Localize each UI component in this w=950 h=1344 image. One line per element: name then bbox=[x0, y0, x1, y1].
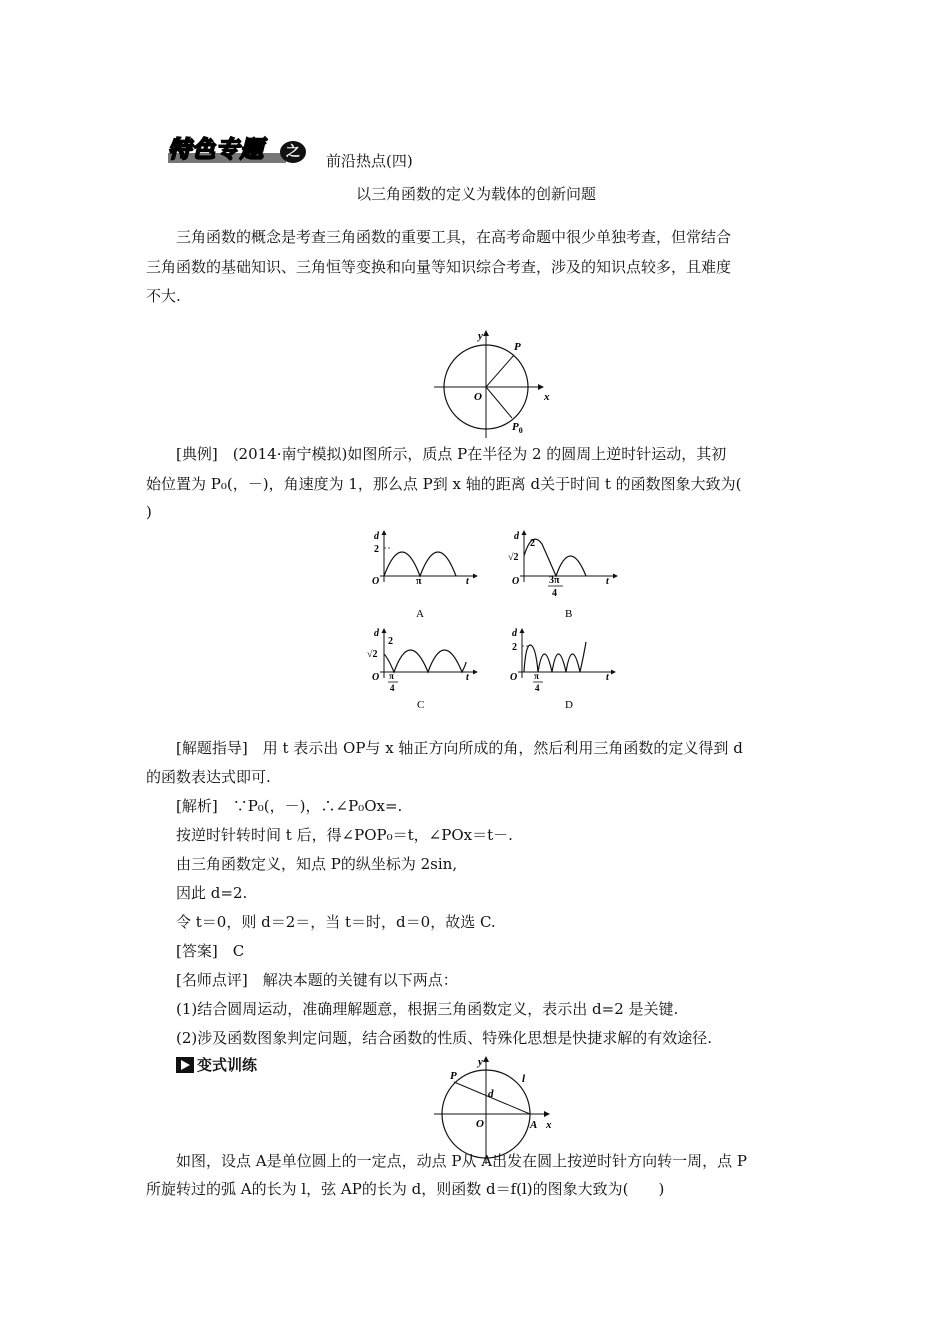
graph-c-label-4: 4 bbox=[390, 683, 395, 693]
comment-line: [名师点评] 解决本题的关键有以下两点： bbox=[176, 971, 458, 989]
label-y: y bbox=[478, 1056, 483, 1068]
label-x: x bbox=[544, 391, 550, 403]
graph-c-caption: C bbox=[417, 699, 425, 711]
graph-a-label-pi: π bbox=[416, 576, 422, 587]
graph-d-label-o: O bbox=[510, 672, 518, 683]
label-a: A bbox=[530, 1119, 538, 1131]
graph-b bbox=[508, 530, 618, 620]
graph-d-t-arrow bbox=[611, 670, 616, 675]
option-graphs bbox=[360, 526, 630, 712]
graph-d-label-4: 4 bbox=[535, 683, 540, 693]
y-axis-arrow bbox=[483, 1056, 489, 1062]
graph-b-label-4: 4 bbox=[552, 588, 557, 599]
y-axis-arrow bbox=[483, 330, 489, 336]
graph-b-label-d: d bbox=[514, 531, 519, 542]
graph-a-label-o: O bbox=[372, 576, 380, 587]
x-axis-arrow bbox=[538, 384, 544, 390]
graph-d-curve bbox=[524, 642, 586, 672]
guide-line1: [解题指导] 用 t 表示出 OP与 x 轴正方向所成的角，然后利用三角函数的定义得到 d bbox=[176, 739, 743, 757]
banner-label: 特色专题 bbox=[168, 137, 264, 163]
graph-d-label-t: t bbox=[606, 672, 609, 683]
heading-line1: 前沿热点(四) bbox=[326, 152, 413, 170]
label-o: O bbox=[476, 1118, 484, 1130]
graph-b-label-3pi: 3π bbox=[549, 575, 560, 586]
graph-c-label-2: 2 bbox=[388, 636, 393, 647]
solution-line5: 令 t＝0，则 d＝2＝，当 t＝时，d＝0，故选 C. bbox=[176, 913, 496, 931]
label-x: x bbox=[546, 1119, 552, 1131]
graph-c-curve bbox=[384, 650, 466, 672]
graph-b-t-arrow bbox=[613, 574, 618, 579]
label-p0: $P_0$ bbox=[512, 421, 523, 435]
label-p: P bbox=[514, 341, 521, 353]
graph-a-t-arrow bbox=[473, 574, 478, 579]
graph-c-label-o: O bbox=[372, 672, 380, 683]
graph-a bbox=[372, 530, 478, 620]
label-y: y bbox=[478, 330, 483, 342]
graph-c-label-pi: π bbox=[389, 671, 394, 681]
guide-line2: 的函数表达式即可. bbox=[146, 768, 271, 786]
segment-op bbox=[486, 355, 514, 387]
graph-a-d-arrow bbox=[382, 530, 387, 535]
solution-line4: 因此 d=2. bbox=[176, 884, 248, 902]
intro-line1: 三角函数的概念是考查三角函数的重要工具，在高考命题中很少单独考查，但常结合 bbox=[176, 228, 732, 246]
label-l: l bbox=[522, 1073, 526, 1085]
graph-b-caption: B bbox=[565, 608, 573, 620]
graph-d bbox=[510, 628, 616, 711]
graph-b-label-t: t bbox=[606, 576, 609, 587]
graph-c-label-d: d bbox=[374, 628, 379, 639]
x-axis-arrow bbox=[544, 1111, 550, 1117]
question-line1: 如图，设点 A是单位圆上的一定点，动点 P从 A出发在圆上按逆时针方向转一周，点 P bbox=[176, 1152, 747, 1170]
practice-label: 变式训练 bbox=[197, 1056, 258, 1074]
solution-line3: 由三角函数定义，知点 P的纵坐标为 2sin, bbox=[176, 855, 458, 873]
graph-c-label-t: t bbox=[466, 672, 469, 683]
example-line2: 始位置为 P₀(，－)，角速度为 1，那么点 P到 x 轴的距离 d关于时间 t 的函数图象大致为( bbox=[146, 475, 742, 493]
label-d: d bbox=[488, 1088, 494, 1100]
topic-banner bbox=[168, 131, 308, 167]
graph-d-caption: D bbox=[565, 699, 573, 711]
comment-point1: (1)结合圆周运动，准确理解题意，根据三角函数定义，表示出 d=2 是关键. bbox=[176, 1000, 679, 1018]
question-line2: 所旋转过的弧 A的长为 l，弦 AP的长为 d，则函数 d＝f(l)的图象大致为( ) bbox=[146, 1180, 665, 1198]
answer-line: [答案] C bbox=[176, 942, 245, 960]
graph-d-label-d: d bbox=[512, 628, 517, 639]
graph-d-label-2: 2 bbox=[512, 642, 517, 653]
label-o: O bbox=[474, 391, 482, 403]
graph-b-label-2: 2 bbox=[530, 538, 535, 549]
graph-b-d-arrow bbox=[522, 530, 527, 535]
play-icon bbox=[176, 1057, 194, 1073]
graph-a-label-t: t bbox=[466, 576, 469, 587]
graph-a-label-d: d bbox=[374, 531, 379, 542]
intro-line2: 三角函数的基础知识、三角恒等变换和向量等知识综合考查，涉及的知识点较多，且难度 bbox=[146, 258, 732, 276]
graph-b-label-o: O bbox=[512, 576, 520, 587]
segment-op0 bbox=[486, 387, 512, 418]
graph-a-caption: A bbox=[416, 608, 424, 620]
graph-c-d-arrow bbox=[382, 628, 387, 633]
graph-a-label-2: 2 bbox=[374, 544, 379, 555]
figure-unit-circle-p bbox=[420, 322, 560, 438]
practice-tag bbox=[176, 1054, 257, 1075]
comment-point2: (2)涉及函数图象判定问题，结合函数的性质、特殊化思想是快捷求解的有效途径. bbox=[176, 1029, 713, 1047]
solution-line1: [解析] ∵P₀(，－)，∴∠P₀Ox=. bbox=[176, 797, 403, 815]
heading-line2: 以三角函数的定义为载体的创新问题 bbox=[356, 185, 597, 203]
graph-c-t-arrow bbox=[473, 670, 478, 675]
graph-b-label-sqrt2: √2 bbox=[508, 552, 519, 563]
example-line3: ) bbox=[146, 503, 152, 521]
graph-d-d-arrow bbox=[520, 628, 525, 633]
graph-c bbox=[367, 628, 478, 711]
label-p: P bbox=[450, 1070, 457, 1082]
figure-unit-circle-a bbox=[424, 1052, 564, 1164]
banner-badge: 之 bbox=[280, 141, 306, 163]
graph-c-label-sqrt2: √2 bbox=[367, 649, 378, 660]
graph-a-curve bbox=[384, 552, 456, 576]
graph-d-label-pi: π bbox=[534, 671, 539, 681]
solution-line2: 按逆时针转时间 t 后，得∠POP₀＝t，∠POx＝t－. bbox=[176, 826, 513, 844]
example-line1: [典例] (2014·南宁模拟)如图所示，质点 P在半径为 2 的圆周上逆时针运动，其初 bbox=[176, 445, 727, 463]
intro-line3: 不大. bbox=[146, 287, 181, 305]
